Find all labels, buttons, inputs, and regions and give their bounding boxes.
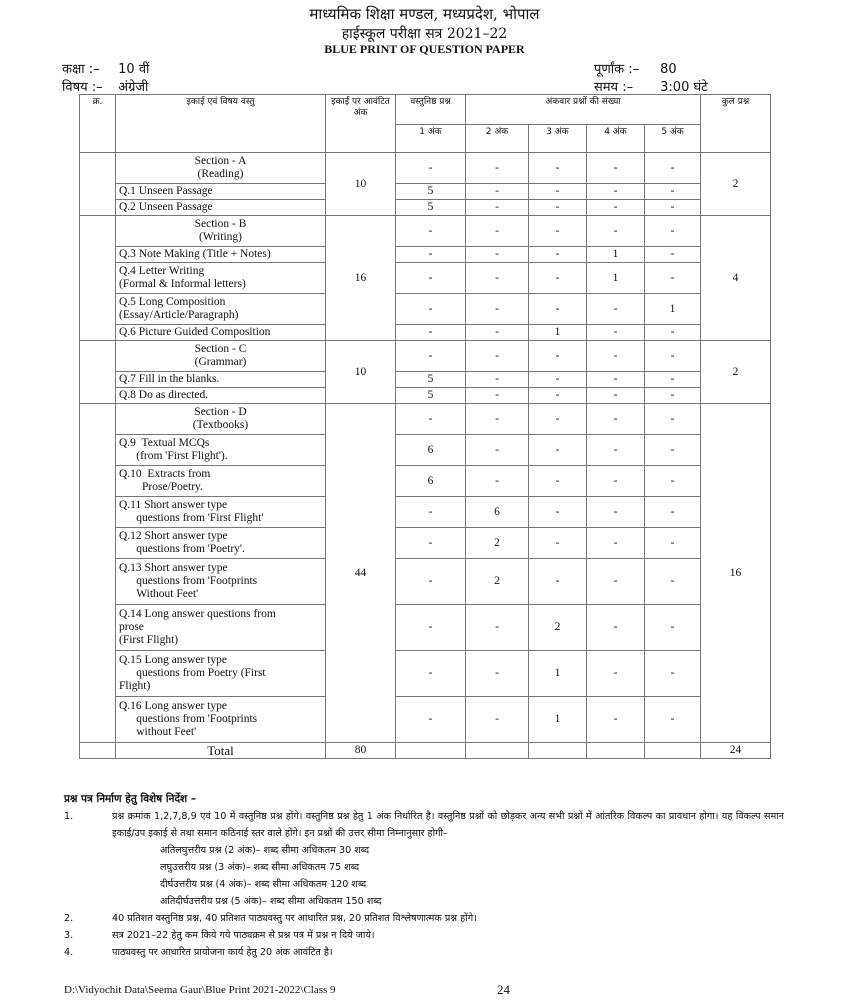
4-mark-count: -	[587, 216, 645, 247]
5-mark-count: -	[645, 497, 701, 528]
question-row	[80, 325, 771, 341]
3-mark-count: 2	[529, 605, 587, 651]
2-mark-count: -	[466, 263, 529, 294]
question-topic: Q.2 Unseen Passage	[116, 200, 326, 216]
question-row	[80, 466, 771, 497]
board-name: माध्यमिक शिक्षा मण्डल, मध्यप्रदेश, भोपाल	[309, 5, 540, 23]
2-mark-count: -	[466, 184, 529, 200]
4-mark-count: -	[587, 466, 645, 497]
5-mark-count: -	[645, 200, 701, 216]
5-mark-count: -	[645, 559, 701, 605]
question-topic: Q.15 Long answer type questions from Poetry (First Flight)	[116, 651, 326, 697]
question-row	[80, 559, 771, 605]
2-mark-count: -	[466, 466, 529, 497]
2-mark-count: 6	[466, 497, 529, 528]
header-5-mark: 5 अंक	[645, 125, 701, 153]
4-mark-count: -	[587, 605, 645, 651]
header-3-mark: 3 अंक	[529, 125, 587, 153]
1-mark-count: -	[396, 341, 466, 372]
1-mark-count: -	[396, 294, 466, 325]
section-total-questions: 2	[701, 153, 771, 216]
time-value: 3:00 घंटे	[660, 80, 708, 95]
instruction-item	[64, 944, 784, 961]
5-mark-count: -	[645, 651, 701, 697]
question-row	[80, 184, 771, 200]
3-mark-count: -	[529, 528, 587, 559]
3-mark-count: -	[529, 404, 587, 435]
question-row	[80, 497, 771, 528]
5-mark-count: -	[645, 435, 701, 466]
question-topic: Q.5 Long Composition (Essay/Article/Paragraph)	[116, 294, 326, 325]
4-mark-count: -	[587, 528, 645, 559]
question-row	[80, 247, 771, 263]
1-mark-count: 5	[396, 200, 466, 216]
instruction-item	[64, 910, 784, 927]
question-row	[80, 372, 771, 388]
1-mark-count: -	[396, 325, 466, 341]
1-mark-count: -	[396, 697, 466, 743]
question-topic: Q.8 Do as directed.	[116, 388, 326, 404]
5-mark-count: -	[645, 466, 701, 497]
question-topic: Q.13 Short answer type questions from 'Footprints Without Feet'	[116, 559, 326, 605]
4-mark-count: 1	[587, 263, 645, 294]
2-mark-count: -	[466, 435, 529, 466]
section-total-questions: 16	[701, 404, 771, 743]
2-mark-count: -	[466, 697, 529, 743]
subject-label: विषय :–	[62, 80, 103, 95]
3-mark-count: -	[529, 200, 587, 216]
question-row	[80, 605, 771, 651]
2-mark-count: -	[466, 247, 529, 263]
header-1-mark: 1 अंक	[396, 125, 466, 153]
3-mark-count: 1	[529, 325, 587, 341]
1-mark-count: 5	[396, 372, 466, 388]
4-mark-count: 1	[587, 247, 645, 263]
5-mark-count: -	[645, 325, 701, 341]
1-mark-count: -	[396, 651, 466, 697]
4-mark-count: -	[587, 559, 645, 605]
class-info	[62, 59, 149, 77]
1-mark-count: -	[396, 497, 466, 528]
3-mark-count: -	[529, 247, 587, 263]
1-mark-count: -	[396, 216, 466, 247]
total-questions: 24	[701, 743, 771, 759]
total-blank	[587, 743, 645, 759]
document-title: BLUE PRINT OF QUESTION PAPER	[324, 42, 525, 56]
header-serial: क्र.	[80, 95, 116, 153]
header-4-mark: 4 अंक	[587, 125, 645, 153]
5-mark-count: -	[645, 216, 701, 247]
5-mark-count: -	[645, 528, 701, 559]
instruction-text: पाठ्यवस्तु पर आधारित प्रायोजना कार्य हेतु 20 अंक आवंटित है।	[112, 947, 333, 958]
5-mark-count: 1	[645, 294, 701, 325]
4-mark-count: -	[587, 697, 645, 743]
section-heading-row	[80, 404, 771, 435]
1-mark-count: -	[396, 404, 466, 435]
section-heading-row	[80, 216, 771, 247]
section-title: Section - A (Reading)	[116, 153, 326, 184]
3-mark-count: -	[529, 341, 587, 372]
subject-info	[62, 77, 148, 95]
question-row	[80, 651, 771, 697]
file-path-footer: D:\Vidyochit Data\Seema Gaur\Blue Print 2021-2022\Class 9	[64, 984, 336, 996]
question-topic: Q.6 Picture Guided Composition	[116, 325, 326, 341]
1-mark-count: -	[396, 153, 466, 184]
question-topic: Q.12 Short answer type questions from 'Poetry'.	[116, 528, 326, 559]
4-mark-count: -	[587, 372, 645, 388]
question-topic: Q.10 Extracts from Prose/Poetry.	[116, 466, 326, 497]
total-blank	[466, 743, 529, 759]
1-mark-count: 5	[396, 184, 466, 200]
question-topic: Q.1 Unseen Passage	[116, 184, 326, 200]
instruction-number: 2.	[64, 913, 74, 924]
1-mark-count: -	[396, 605, 466, 651]
blueprint-body	[80, 153, 771, 759]
header-allotted-marks: इकाई पर आवंटित अंक	[326, 95, 396, 153]
4-mark-count: -	[587, 404, 645, 435]
instructions	[64, 791, 784, 961]
header-unit: इकाई एवं विषय वस्तु	[116, 95, 326, 153]
instructions-heading: प्रश्न पत्र निर्माण हेतु विशेष निर्देश –	[64, 793, 197, 805]
3-mark-count: -	[529, 372, 587, 388]
4-mark-count: -	[587, 435, 645, 466]
question-topic: Q.14 Long answer questions from prose (First Flight)	[116, 605, 326, 651]
3-mark-count: -	[529, 184, 587, 200]
instruction-text: सत्र 2021–22 हेतु कम किये गये पाठ्यक्रम से प्रश्न पत्र में प्रश्न न दिये जाये।	[112, 930, 375, 941]
total-row	[80, 743, 771, 759]
2-mark-count: -	[466, 651, 529, 697]
3-mark-count: -	[529, 497, 587, 528]
section-total-questions: 4	[701, 216, 771, 341]
question-row	[80, 528, 771, 559]
total-blank	[396, 743, 466, 759]
instruction-text: प्रश्न क्रमांक 1,2,7,8,9 एवं 10 में वस्तुनिष्ठ प्रश्न होंगे। वस्तुनिष्ठ प्रश्न हेतु 1 अंक निर्धारित है। वस्तुनिष्ठ प्रश्नों को छोड़कर अन्य सभी प्रश्नों में आंतरिक विकल्प का प्रावधान होगा। यह विकल्प समान इकाई/उप इकाई से तथा समान कठिनाई स्तर वाले होंगे। इन प्रश्नों की उत्तर सीमा निम्नानुसार होगी–	[112, 811, 784, 839]
question-row	[80, 388, 771, 404]
question-topic: Q.16 Long answer type questions from 'Footprints without Feet'	[116, 697, 326, 743]
3-mark-count: 1	[529, 697, 587, 743]
5-mark-count: -	[645, 184, 701, 200]
allotted-marks: 10	[326, 153, 396, 216]
5-mark-count: -	[645, 388, 701, 404]
5-mark-count: -	[645, 153, 701, 184]
instruction-item	[64, 808, 784, 842]
4-mark-count: -	[587, 325, 645, 341]
section-title: Section - D (Textbooks)	[116, 404, 326, 435]
question-row	[80, 263, 771, 294]
4-mark-count: -	[587, 341, 645, 372]
full-marks-value: 80	[660, 62, 677, 77]
subject-value: अंग्रेजी	[118, 80, 149, 95]
allotted-marks: 44	[326, 404, 396, 743]
time-info	[594, 77, 708, 95]
1-mark-count: -	[396, 528, 466, 559]
4-mark-count: -	[587, 184, 645, 200]
2-mark-count: -	[466, 216, 529, 247]
4-mark-count: -	[587, 153, 645, 184]
2-mark-count: -	[466, 388, 529, 404]
2-mark-count: -	[466, 404, 529, 435]
3-mark-count: -	[529, 153, 587, 184]
2-mark-count: 2	[466, 528, 529, 559]
1-mark-count: 6	[396, 466, 466, 497]
instruction-text: 40 प्रतिशत वस्तुनिष्ठ प्रश्न, 40 प्रतिशत पाठ्यवस्तु पर आधारित प्रश्न, 20 प्रतिशत विश्लेषणात्मक प्रश्न होंगे।	[112, 913, 477, 924]
blueprint-table	[79, 94, 771, 759]
3-mark-count: -	[529, 263, 587, 294]
2-mark-count: -	[466, 200, 529, 216]
question-topic: Q.11 Short answer type questions from 'First Flight'	[116, 497, 326, 528]
4-mark-count: -	[587, 497, 645, 528]
word-limit-5-mark: अतिदीर्घउत्तरीय प्रश्न (5 अंक)– शब्द सीमा अधिकतम 150 शब्द	[160, 896, 382, 907]
serial-cell	[80, 341, 116, 404]
full-marks-info	[594, 59, 677, 77]
question-topic: Q.9 Textual MCQs (from 'First Flight').	[116, 435, 326, 466]
exam-session: हाईस्कूल परीक्षा सत्र 2021–22	[341, 26, 508, 42]
question-row	[80, 697, 771, 743]
1-mark-count: 6	[396, 435, 466, 466]
3-mark-count: 1	[529, 651, 587, 697]
5-mark-count: -	[645, 263, 701, 294]
total-allotted-marks: 80	[326, 743, 396, 759]
3-mark-count: -	[529, 435, 587, 466]
2-mark-count: -	[466, 341, 529, 372]
header-markwise-count: अंकवार प्रश्नों की संख्या	[466, 95, 701, 125]
word-limit-4-mark: दीर्घउत्तरीय प्रश्न (4 अंक)– शब्द सीमा अधिकतम 120 शब्द	[160, 879, 367, 890]
word-limit-3-mark: लघुउत्तरीय प्रश्न (3 अंक)– शब्द सीमा अधिकतम 75 शब्द	[160, 862, 360, 873]
question-row	[80, 294, 771, 325]
5-mark-count: -	[645, 697, 701, 743]
2-mark-count: -	[466, 325, 529, 341]
total-blank	[645, 743, 701, 759]
1-mark-count: 5	[396, 388, 466, 404]
question-row	[80, 200, 771, 216]
5-mark-count: -	[645, 605, 701, 651]
allotted-marks: 10	[326, 341, 396, 404]
full-marks-label: पूर्णांक :–	[594, 62, 640, 77]
2-mark-count: -	[466, 372, 529, 388]
word-limit-2-mark: अतिलघुत्तरीय प्रश्न (2 अंक)– शब्द सीमा अधिकतम 30 शब्द	[160, 845, 370, 856]
section-title: Section - C (Grammar)	[116, 341, 326, 372]
serial-cell	[80, 153, 116, 216]
section-title: Section - B (Writing)	[116, 216, 326, 247]
total-serial-cell	[80, 743, 116, 759]
header-total-questions: कुल प्रश्न	[701, 95, 771, 153]
4-mark-count: -	[587, 294, 645, 325]
total-blank	[529, 743, 587, 759]
2-mark-count: -	[466, 294, 529, 325]
section-total-questions: 2	[701, 341, 771, 404]
5-mark-count: -	[645, 404, 701, 435]
page-number: 24	[497, 982, 510, 997]
class-value: 10 वीं	[118, 62, 150, 77]
question-topic: Q.3 Note Making (Title + Notes)	[116, 247, 326, 263]
total-label: Total	[116, 743, 326, 759]
serial-cell	[80, 216, 116, 341]
2-mark-count: -	[466, 605, 529, 651]
3-mark-count: -	[529, 559, 587, 605]
4-mark-count: -	[587, 200, 645, 216]
question-topic: Q.4 Letter Writing (Formal & Informal letters)	[116, 263, 326, 294]
3-mark-count: -	[529, 216, 587, 247]
question-topic: Q.7 Fill in the blanks.	[116, 372, 326, 388]
5-mark-count: -	[645, 372, 701, 388]
2-mark-count: -	[466, 153, 529, 184]
3-mark-count: -	[529, 388, 587, 404]
time-label: समय :–	[594, 80, 634, 95]
section-heading-row	[80, 153, 771, 184]
header-2-mark: 2 अंक	[466, 125, 529, 153]
question-row	[80, 435, 771, 466]
instruction-number: 3.	[64, 930, 74, 941]
allotted-marks: 16	[326, 216, 396, 341]
instruction-item	[64, 927, 784, 944]
1-mark-count: -	[396, 263, 466, 294]
1-mark-count: -	[396, 247, 466, 263]
instruction-number: 1.	[64, 811, 74, 822]
4-mark-count: -	[587, 388, 645, 404]
2-mark-count: 2	[466, 559, 529, 605]
class-label: कक्षा :–	[62, 62, 100, 77]
section-heading-row	[80, 341, 771, 372]
4-mark-count: -	[587, 651, 645, 697]
serial-cell	[80, 404, 116, 743]
3-mark-count: -	[529, 294, 587, 325]
5-mark-count: -	[645, 247, 701, 263]
1-mark-count: -	[396, 559, 466, 605]
5-mark-count: -	[645, 341, 701, 372]
3-mark-count: -	[529, 466, 587, 497]
instruction-number: 4.	[64, 947, 74, 958]
header-objective: वस्तुनिष्ठ प्रश्न	[396, 95, 466, 125]
